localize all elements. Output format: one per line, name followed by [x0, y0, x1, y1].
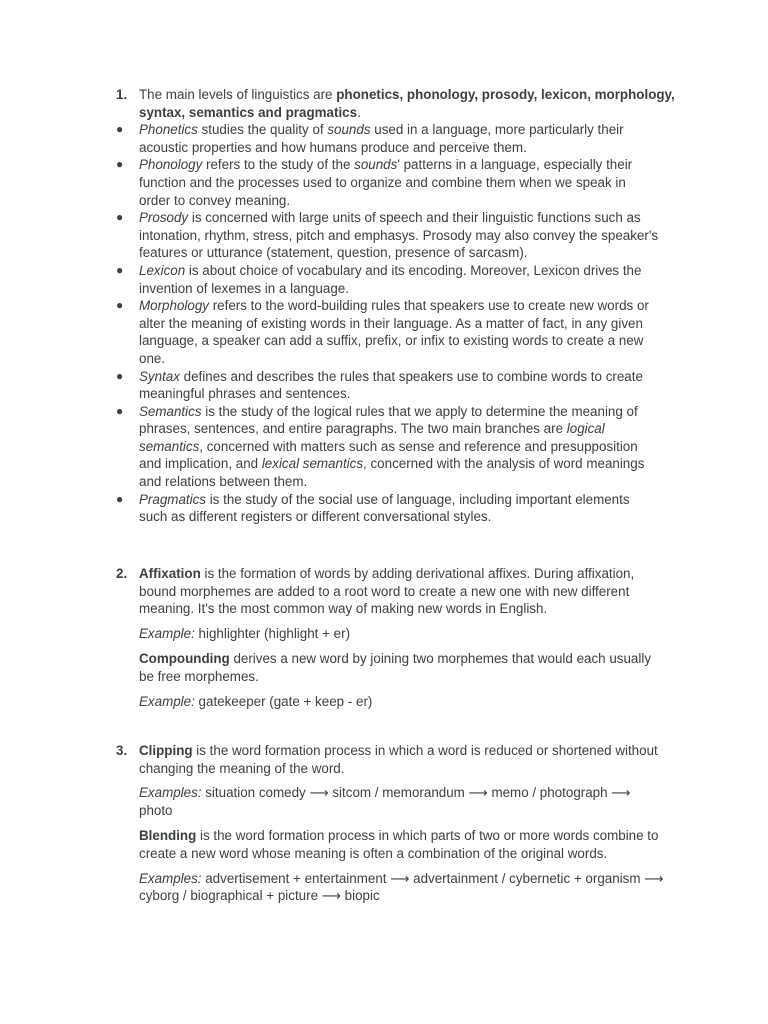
- affixation-paragraph: Affixation is the formation of words by adding derivational affixes. During affixation, bound morphemes are added to a root word to create a new one with new different meaning. It's the most common way of making new words in English.: [139, 566, 635, 617]
- compounding-example: Example: gatekeeper (gate + keep - er): [139, 693, 373, 709]
- list-number: 2.: [116, 566, 128, 581]
- levels-list: phonetics, phonology, prosody, lexicon, morphology, syntax, semantics and pragmatics: [139, 87, 675, 120]
- intro-paragraph: The main levels of linguistics are phonetics, phonology, prosody, lexicon, morphology, syntax, semantics and pragmatics.: [139, 87, 675, 120]
- section-affixation-compounding: [113, 565, 713, 710]
- list-item-phonetics: ● Phonetics studies the quality of sounds used in a language, more particularly their acoustic properties and how humans produce and perceive them.: [116, 122, 624, 155]
- list-item-prosody: ● Prosody is concerned with large units of speech and their linguistic functions such as intonation, rhythm, stress, pitch and emphasys. Prosody may also convey the speaker's features or utturance (statement, question, presence of sarcasm).: [116, 210, 659, 261]
- numbered-item-1: [113, 86, 713, 121]
- list-item-morphology: ● Morphology refers to the word-building rules that speakers use to create new words or alter the meaning of existing words in their language. As a matter of fact, in any given language, a speaker can add a suffix, prefix, or infix to existing words to create a new one.: [116, 298, 649, 366]
- section-levels-of-linguistics: [113, 86, 713, 526]
- numbered-item-3: [113, 742, 713, 777]
- bullet-icon: ●: [116, 298, 124, 313]
- section-clipping-blending: [113, 742, 713, 905]
- bullet-icon: ●: [116, 262, 124, 277]
- bullet-icon: ●: [116, 210, 124, 225]
- compounding-paragraph: Compounding derives a new word by joining two morphemes that would each usually be free morphemes.: [139, 651, 652, 684]
- list-number: 3.: [116, 743, 128, 758]
- clipping-paragraph: Clipping is the word formation process in which a word is reduced or shortened without changing the meaning of the word.: [139, 743, 658, 776]
- blending-paragraph: Blending is the word formation process in which parts of two or more words combine to create a new word whose meaning is often a combination of the original words.: [139, 828, 659, 861]
- list-item-pragmatics: ● Pragmatics is the study of the social use of language, including important elements such as different registers or different conversational styles.: [116, 491, 630, 525]
- numbered-item-2: [113, 565, 713, 618]
- bullet-icon: ●: [116, 368, 124, 383]
- bullet-icon: ●: [116, 122, 124, 137]
- list-item-lexicon: ● Lexicon is about choice of vocabulary and its encoding. Moreover, Lexicon drives the invention of lexemes in a language.: [116, 262, 642, 296]
- bullet-icon: ●: [116, 157, 124, 172]
- list-item-semantics: ● Semantics is the study of the logical rules that we apply to determine the meaning of phrases, sentences, and entire paragraphs. The two main branches are logical semantics, concerned with matters such as sense and reference and presupposition and implication, and lexical semantics, concerned with the analysis of word meanings and relations between them.: [116, 403, 645, 490]
- affixation-example: Example: highlighter (highlight + er): [139, 625, 351, 641]
- list-item-phonology: ● Phonology refers to the study of the sounds' patterns in a language, especially their function and the processes used to organize and combine them when we speak in order to convey meaning.: [116, 157, 633, 208]
- blending-examples: Examples: advertisement + entertainment ⟶ advertainment / cybernetic + organism ⟶ cyborg / biographical + picture ⟶ biopic: [139, 870, 664, 904]
- bullet-icon: ●: [116, 491, 124, 506]
- list-item-syntax: ● Syntax defines and describes the rules that speakers use to combine words to create meaningful phrases and sentences.: [116, 368, 643, 402]
- list-number: 1.: [116, 87, 128, 102]
- bullet-icon: ●: [116, 403, 124, 418]
- clipping-examples: Examples: situation comedy ⟶ sitcom / memorandum ⟶ memo / photograph ⟶ photo: [139, 785, 631, 818]
